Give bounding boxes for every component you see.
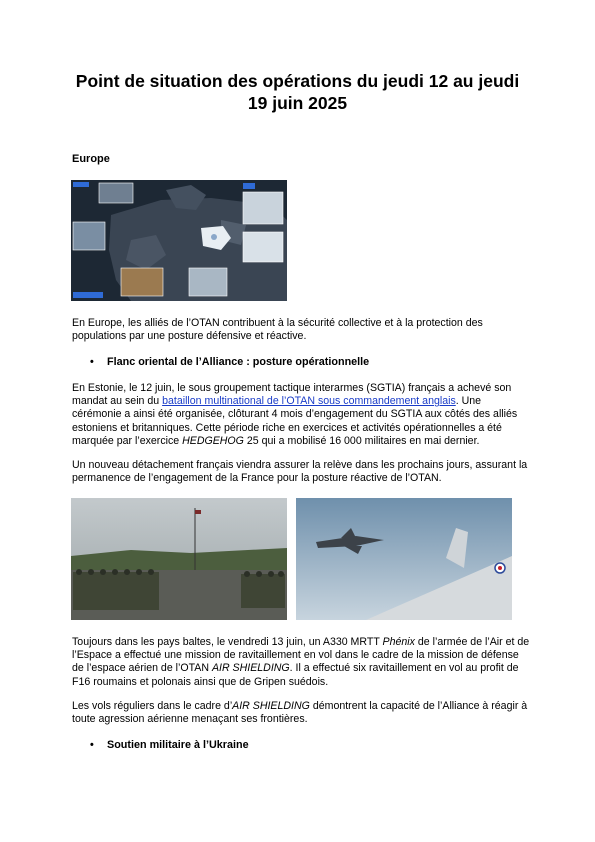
map-graphic [71, 180, 287, 301]
text-segment: Toujours dans les pays baltes, le vendredi 13 juin, un A330 MRTT [72, 636, 383, 648]
bullet-soutien-ukraine [90, 739, 249, 751]
document-title: Point de situation des opérations du jeudi 12 au jeudi 19 juin 2025 [75, 71, 520, 113]
section-heading-europe: Europe [72, 153, 110, 165]
bullet-dot: • [90, 739, 94, 751]
aircraft-name: Phénix [382, 636, 415, 648]
mission-name: AIR SHIELDING [211, 662, 290, 675]
troops-ceremony-photo [71, 498, 287, 620]
bullet-label: Flanc oriental de l’Alliance : posture opérationnelle [107, 356, 370, 368]
text-segment: En Estonie, le 12 juin, le sous groupement tactique interarmes (SGTIA) français a achevé son mandat au sein du [72, 382, 512, 408]
bullet-dot: • [90, 356, 94, 368]
air-refuelling-photo [296, 498, 512, 620]
text-segment: Les vols réguliers dans le cadre d’ [72, 700, 233, 712]
paragraph-intro: En Europe, les alliés de l’OTAN contribuent à la sécurité collective et à la protection des populations par une posture défensive et réactive. [72, 317, 483, 343]
text-segment: . Il a effectué six ravitaillement en vol au profit de F16 roumains et polonais ainsi que de Gripen suédois. [72, 662, 519, 688]
aircraft-photo-graphic [296, 498, 512, 620]
text-segment: . Une cérémonie a ainsi été organisée, clôturant 4 mois d’engagement du SGTIA aux côtés des alliés estoniens et britanniques. Cette période riche en exercices et activités opérationnelles a été marquée par l’exercice [72, 395, 518, 447]
europe-operations-map [71, 180, 287, 301]
paragraph-releve: Un nouveau détachement français viendra assurer la relève dans les prochains jours, assurant la permanence de l’engagement de la France pour la posture réactive de l’OTAN. [72, 459, 528, 485]
text-segment: 25 qui a mobilisé 16 000 militaires en mai dernier. [243, 434, 480, 447]
paragraph-pays-baltes [72, 636, 532, 689]
text-segment: de l’armée de l’Air et de l’Espace a effectué une mission de ravitaillement en vol dans le cadre de la mission de défense de l’espace aérien de l’OTAN [72, 636, 530, 675]
nato-battalion-link[interactable]: bataillon multinational de l’OTAN sous commandement anglais [162, 395, 456, 408]
troops-photo-graphic [71, 498, 287, 620]
exercise-name: HEDGEHOG [182, 434, 244, 447]
bullet-label: Soutien militaire à l’Ukraine [107, 739, 249, 751]
mission-name: AIR SHIELDING [232, 700, 310, 712]
bullet-flanc-oriental [90, 356, 369, 368]
paragraph-vols-reguliers [72, 700, 532, 726]
text-segment: démontrent la capacité de l’Alliance à réagir à toute agression aérienne menaçant ses frontières. [72, 700, 528, 726]
paragraph-estonie [72, 382, 532, 448]
